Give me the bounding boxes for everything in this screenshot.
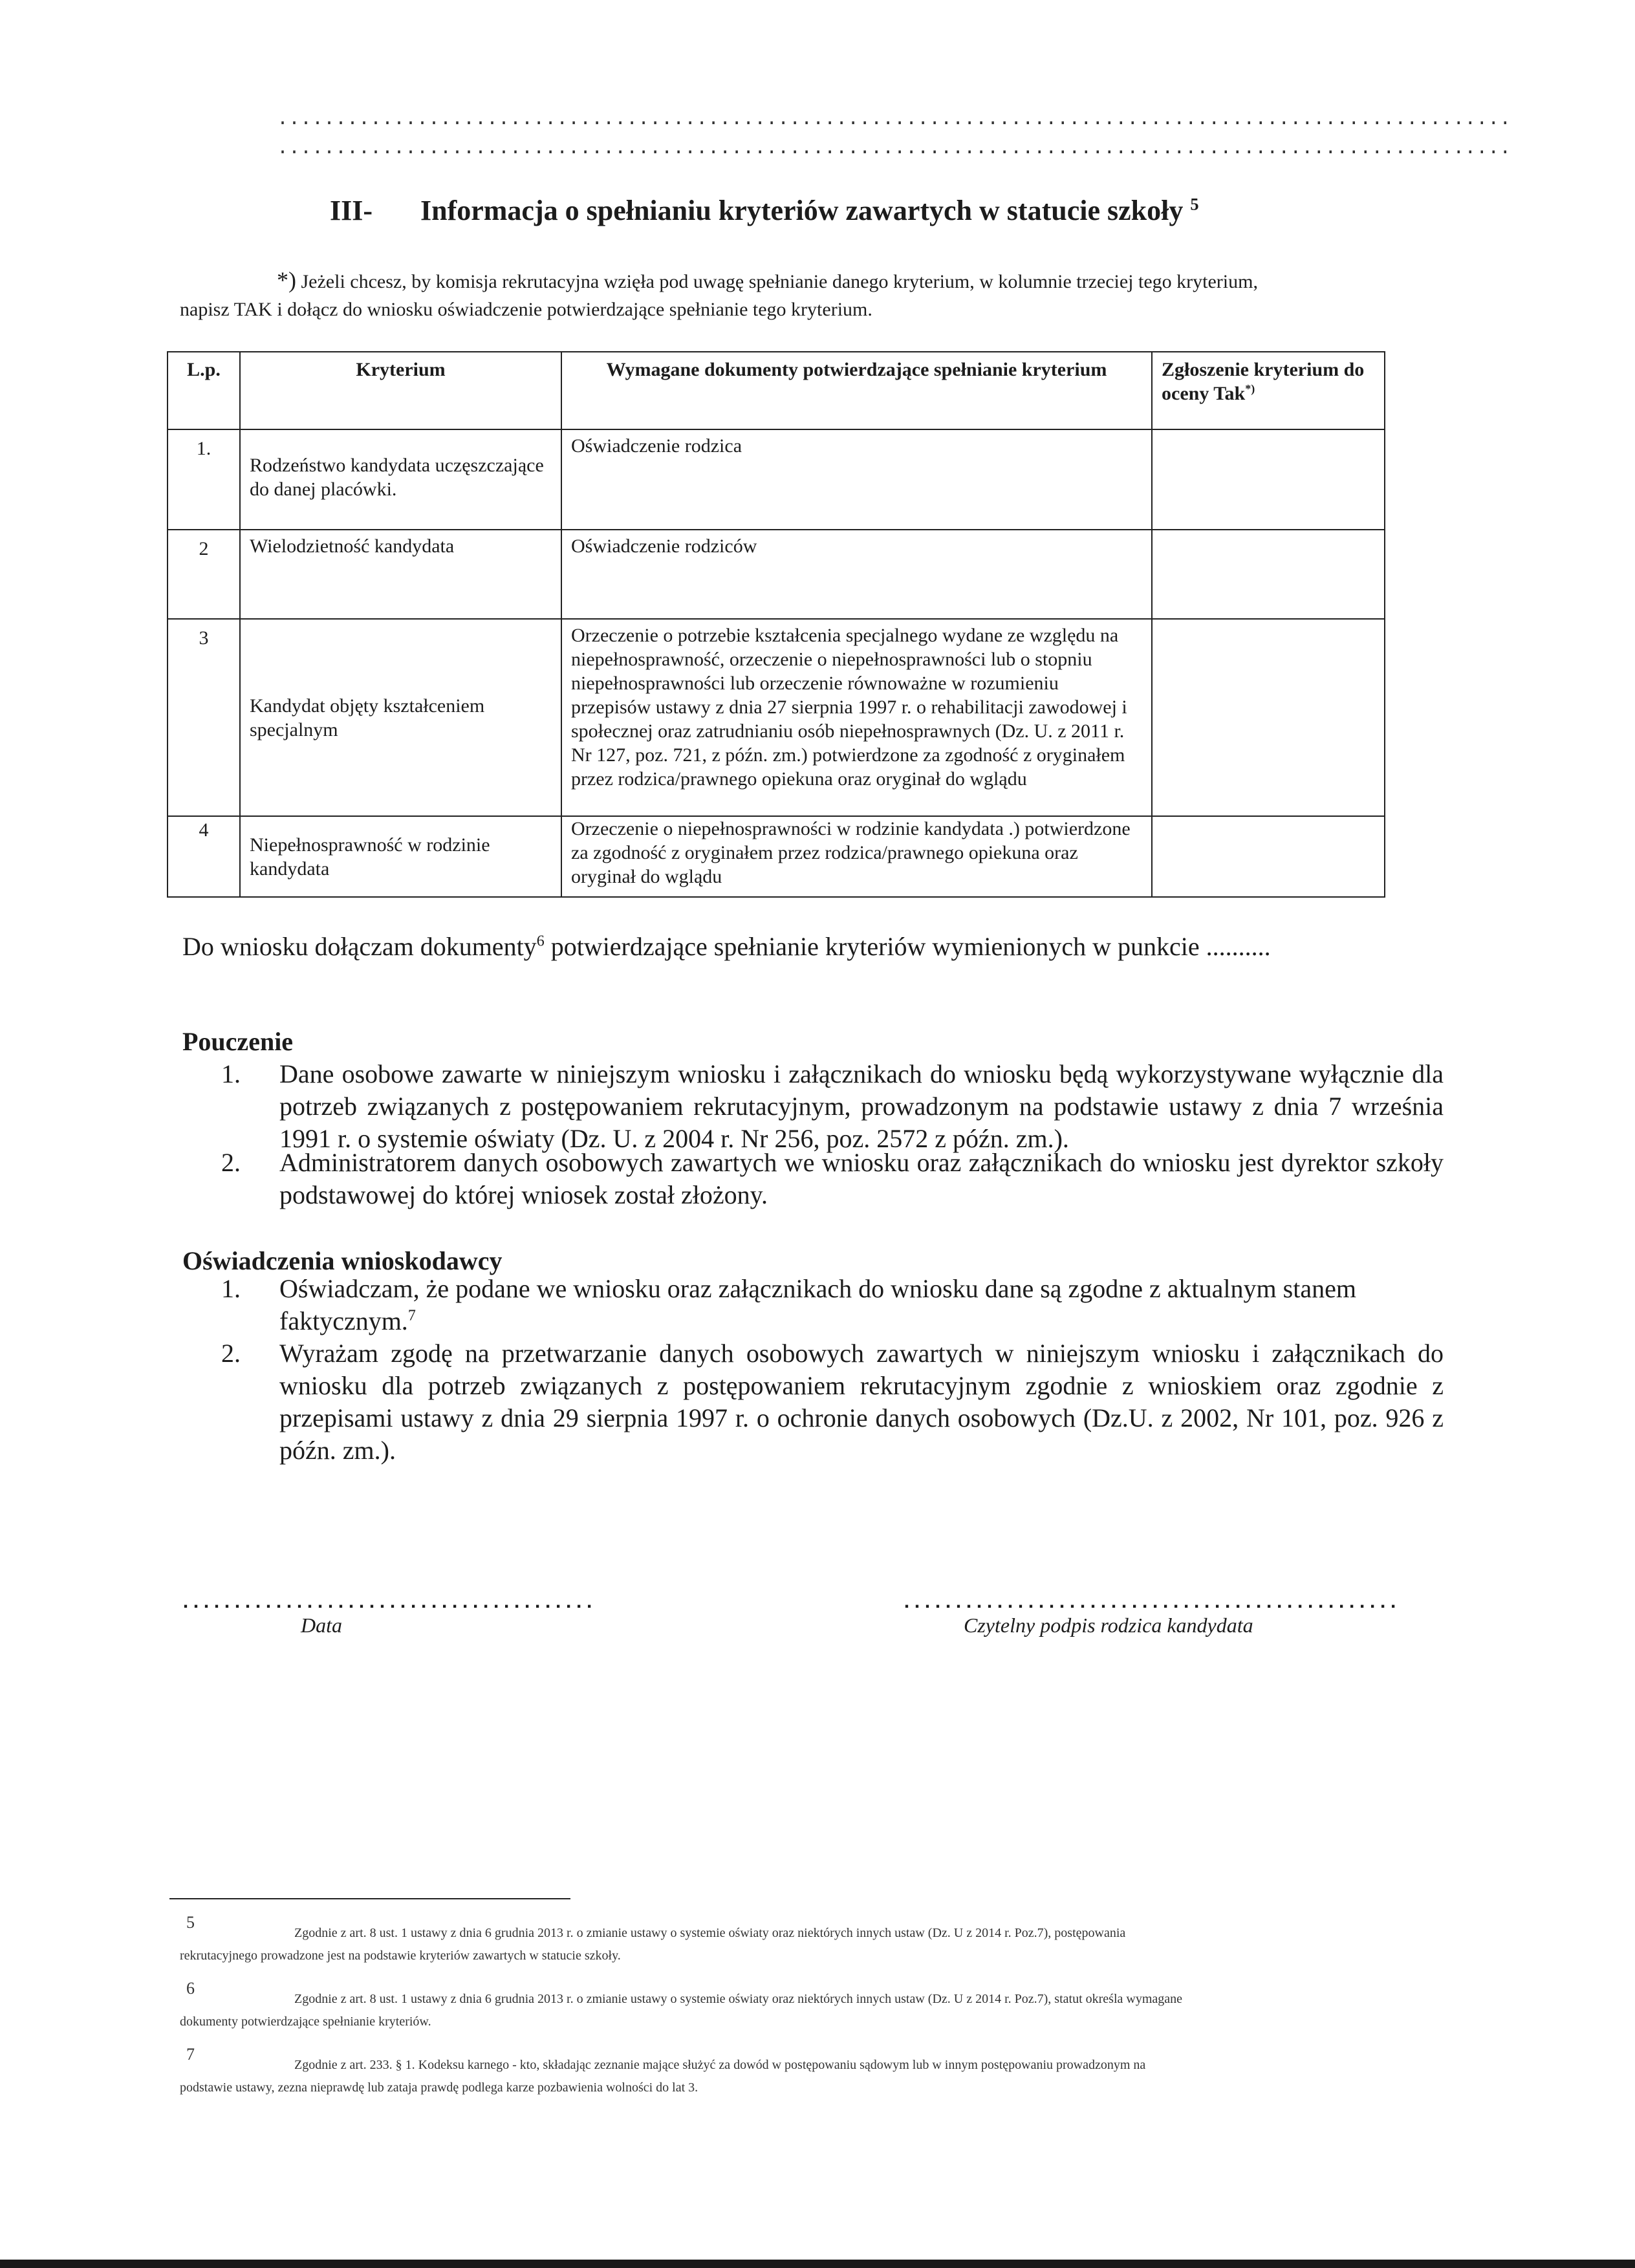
- footnote-6-line-2: dokumenty potwierdzające spełnianie kryteriów.: [180, 2014, 431, 2029]
- date-label: Data: [301, 1614, 342, 1637]
- pouczenie-1-number: 1.: [221, 1059, 241, 1088]
- oswiadczenie-2-number: 2.: [221, 1339, 241, 1368]
- footnote-5-number: 5: [186, 1913, 195, 1932]
- date-dots: ........................................: [180, 1592, 594, 1614]
- row-2-zgloszenie-cell[interactable]: [1152, 530, 1385, 619]
- oswiadczenia-heading: Oświadczenia wnioskodawcy: [182, 1246, 503, 1275]
- row-3-lp: 3: [168, 619, 240, 816]
- row-1-kryterium: Rodzeństwo kandydata uczęszczające do danej placówki.: [240, 429, 561, 530]
- table-header-row: [168, 352, 1385, 429]
- attachment-text-before: Do wniosku dołączam dokumenty: [182, 932, 537, 961]
- header-lp: L.p.: [168, 352, 240, 429]
- header-dots-line-2: ..........................................................................................................: [277, 138, 1511, 160]
- attachment-footnote-ref: 6: [536, 933, 545, 950]
- row-4-zgloszenie-cell[interactable]: [1152, 816, 1385, 897]
- row-4-lp: 4: [168, 816, 240, 897]
- pouczenie-list: [182, 1058, 1444, 1226]
- oswiadczenie-2-text: Wyrażam zgodę na przetwarzanie danych osobowych zawartych w niniejszym wniosku i załącznikach do wniosku dla potrzeb związanych z postępowaniem rekrutacyjnym zgodnie z wnioskiem oraz zgodnie z przepisami ustawy z dnia 29 sierpnia 1997 r. o ochronie danych osobowych (Dz.U. z 2002, Nr 101, poz. 926 z późn. zm.).: [279, 1339, 1444, 1465]
- footnote-separator: [169, 1898, 570, 1899]
- oswiadczenie-1-number: 1.: [221, 1274, 241, 1303]
- row-4-dokumenty: Orzeczenie o niepełnosprawności w rodzinie kandydata .) potwierdzone za zgodność z oryginałem przez rodzica/prawnego opiekuna oraz oryginał do wglądu: [561, 816, 1152, 897]
- footnote-6-number: 6: [186, 1979, 195, 1998]
- scan-bottom-edge: [0, 2260, 1635, 2268]
- footnote-6-line-1: Zgodnie z art. 8 ust. 1 ustawy z dnia 6 grudnia 2013 r. o zmianie ustawy o systemie oświaty oraz niektórych innych ustaw (Dz. U z 2014 r. Poz.7), statut określa wymagane: [294, 1992, 1183, 2006]
- table-row: [168, 619, 1385, 816]
- pouczenie-heading: Pouczenie: [182, 1027, 294, 1056]
- oswiadczenie-1-block: [279, 1273, 1444, 1337]
- row-2-lp: 2: [168, 530, 240, 619]
- footnote-7-line-1: Zgodnie z art. 233. § 1. Kodeksu karnego - kto, składając zeznanie mające służyć za dowód w postępowaniu sądowym lub w innym postępowaniu prowadzonym na: [294, 2058, 1146, 2072]
- row-4-kryterium: Niepełnosprawność w rodzinie kandydata: [240, 816, 561, 897]
- pouczenie-2-number: 2.: [221, 1148, 241, 1177]
- instruction-text-1: Jeżeli chcesz, by komisja rekrutacyjna wzięła pod uwagę spełnianie danego kryterium, w kolumnie trzeciej tego kryterium,: [301, 271, 1258, 292]
- header-zgloszenie-text: Zgłoszenie kryterium do oceny Tak: [1162, 359, 1365, 404]
- pouczenie-2-text: Administratorem danych osobowych zawartych we wniosku oraz załącznikach do wniosku jest dyrektor szkoły podstawowej do której wniosek został złożony.: [279, 1148, 1444, 1209]
- attachment-text-after: potwierdzające spełnianie kryteriów wymienionych w punkcie ..........: [544, 932, 1271, 961]
- table-row: [168, 816, 1385, 897]
- footnote-7-line-2: podstawie ustawy, zezna nieprawdę lub zataja prawdę podlega karze pozbawienia wolności do lat 3.: [180, 2080, 698, 2095]
- section-footnote-ref: 5: [1190, 194, 1199, 214]
- row-2-kryterium: Wielodzietność kandydata: [240, 530, 561, 619]
- asterisk-marker: *): [277, 267, 296, 293]
- header-dots-line-1: ..........................................................................................................: [277, 109, 1511, 131]
- header-zgloszenie: [1152, 352, 1385, 429]
- row-3-zgloszenie-cell[interactable]: [1152, 619, 1385, 816]
- section-title-text: Informacja o spełnianiu kryteriów zawartych w statucie szkoły: [420, 195, 1184, 226]
- row-3-kryterium: Kandydat objęty kształceniem specjalnym: [240, 619, 561, 816]
- header-kryterium: Kryterium: [240, 352, 561, 429]
- footnote-7-number: 7: [186, 2045, 195, 2064]
- pouczenie-1-text: Dane osobowe zawarte w niniejszym wniosku i załącznikach do wniosku będą wykorzystywane wyłącznie dla potrzeb związanych z postępowaniem rekrutacyjnym, prowadzonym na podstawie ustawy z dnia 7 września 1991 r. o systemie oświaty (Dz. U. z 2004 r. Nr 256, poz. 2572 z późn. zm.).: [279, 1059, 1444, 1153]
- signature-dots: ................................................: [901, 1592, 1398, 1614]
- footnote-5-line-2: rekrutacyjnego prowadzone jest na podstawie kryteriów zawartych w statucie szkoły.: [180, 1949, 621, 1963]
- instruction-line-1: [277, 266, 1258, 296]
- oswiadczenie-1-footnote-ref: 7: [407, 1307, 416, 1324]
- row-1-zgloszenie-cell[interactable]: [1152, 429, 1385, 530]
- section-title: [420, 194, 1199, 227]
- header-dokumenty: Wymagane dokumenty potwierdzające spełnianie kryterium: [561, 352, 1152, 429]
- oswiadczenie-1-text: Oświadczam, że podane we wniosku oraz załącznikach do wniosku dane są zgodne z aktualnym stanem faktycznym.: [279, 1274, 1356, 1335]
- table-row: [168, 530, 1385, 619]
- row-3-dokumenty: Orzeczenie o potrzebie kształcenia specjalnego wydane ze względu na niepełnosprawność, orzeczenie o niepełnosprawności lub o stopniu niepełnosprawności lub orzeczenie równoważne w rozumieniu przepisów ustawy z dnia 27 sierpnia 1997 r. o rehabilitacji zawodowej i społecznej oraz zatrudnianiu osób niepełnosprawnych (Dz. U. z 2011 r. Nr 127, poz. 721, z późn. zm.) potwierdzone za zgodność z oryginałem przez rodzica/prawnego opiekuna oraz oryginał do wglądu: [561, 619, 1152, 816]
- oswiadczenia-list: [182, 1273, 1444, 1480]
- instruction-line-2: napisz TAK i dołącz do wniosku oświadczenie potwierdzające spełnianie tego kryterium.: [180, 299, 872, 320]
- criteria-table: [167, 351, 1385, 898]
- attachment-statement: [182, 931, 1271, 962]
- section-number: III-: [330, 195, 373, 226]
- signature-label: Czytelny podpis rodzica kandydata: [964, 1614, 1253, 1637]
- table-row: [168, 429, 1385, 530]
- row-1-lp: 1.: [168, 429, 240, 530]
- header-zgloszenie-sup: *): [1245, 382, 1255, 395]
- row-1-dokumenty: Oświadczenie rodzica: [561, 429, 1152, 530]
- footnote-5-line-1: Zgodnie z art. 8 ust. 1 ustawy z dnia 6 grudnia 2013 r. o zmianie ustawy o systemie oświaty oraz niektórych innych ustaw (Dz. U z 2014 r. Poz.7), postępowania: [294, 1926, 1126, 1940]
- row-2-dokumenty: Oświadczenie rodziców: [561, 530, 1152, 619]
